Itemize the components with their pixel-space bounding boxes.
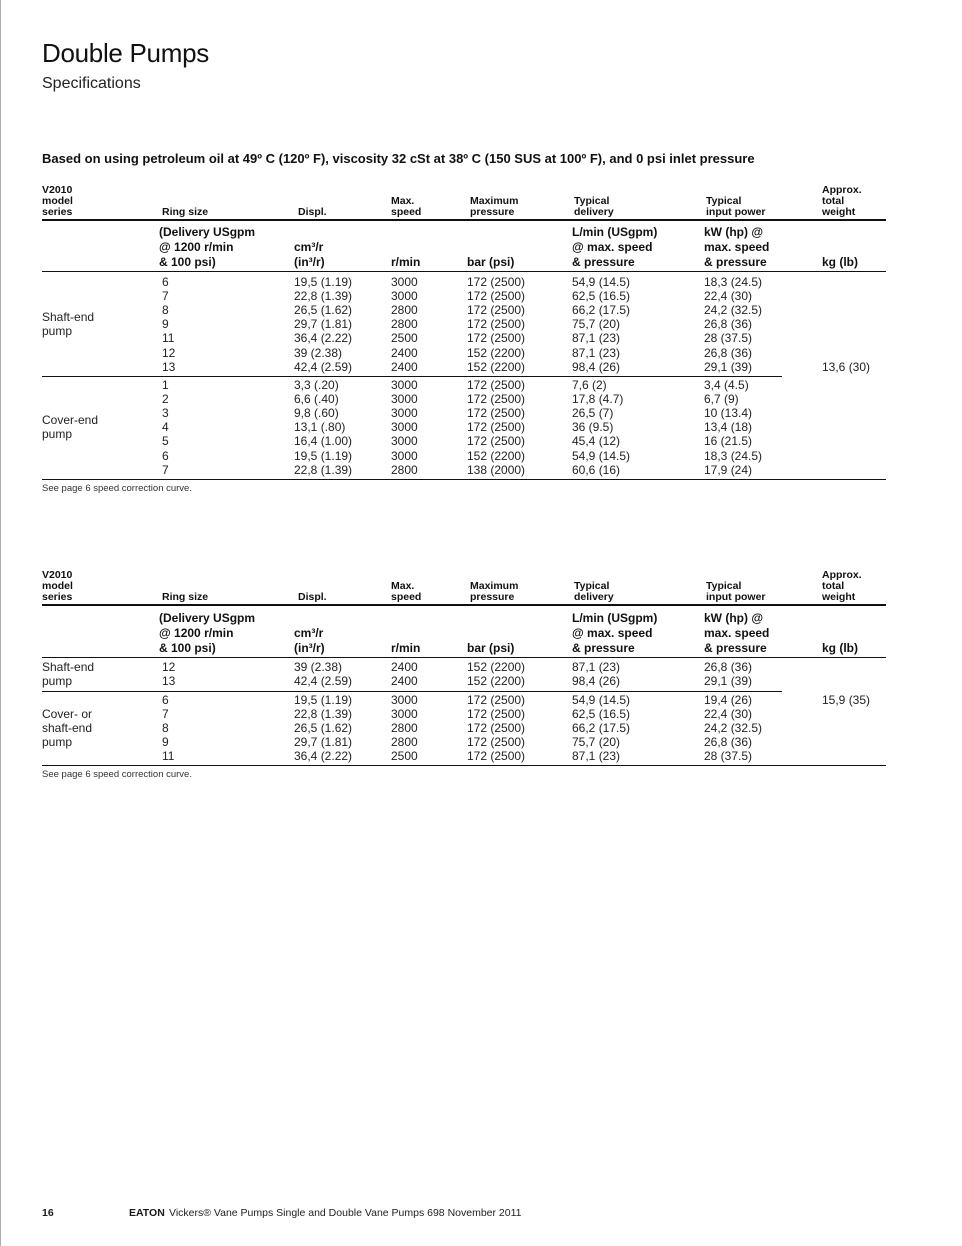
table-cell-ring: 6 xyxy=(162,275,169,289)
unit-rule xyxy=(42,271,886,272)
table-cell-pressure: 172 (2500) xyxy=(467,289,526,304)
column-header-displ: Displ. xyxy=(298,591,327,603)
table-cell-pressure: 152 (2200) xyxy=(467,674,526,689)
table-cell-ring: 7 xyxy=(162,289,169,304)
unit-header-speed: r/min xyxy=(391,255,421,269)
column-header-power: Typical xyxy=(706,195,742,208)
table-cell-weight: 15,9 (35) xyxy=(822,693,871,707)
table-cell-delivery: 62,5 (16.5) xyxy=(572,289,631,304)
table-cell-delivery: 54,9 (14.5) xyxy=(572,693,631,707)
column-header-model: V2010 xyxy=(42,184,73,197)
table-cell-speed: 2800 xyxy=(391,721,418,736)
pump-group-label: Cover- or xyxy=(42,707,93,722)
table-cell-displ: 22,8 (1.39) xyxy=(294,707,353,722)
table-cell-pressure: 172 (2500) xyxy=(467,434,526,449)
table-cell-delivery: 87,1 (23) xyxy=(572,331,621,346)
column-header-speed: speed xyxy=(391,206,422,218)
unit-header-delivery: @ max. speed xyxy=(572,240,653,254)
unit-header-delivery: L/min (USgpm) xyxy=(572,225,658,239)
table-cell-delivery: 45,4 (12) xyxy=(572,434,621,449)
table-cell-ring: 13 xyxy=(162,359,176,374)
table-cell-displ: 26,5 (1.62) xyxy=(294,303,353,318)
column-header-pressure: Maximum xyxy=(470,195,519,208)
speed-correction-note: See page 6 speed correction curve. xyxy=(42,769,192,780)
unit-header-delivery: & pressure xyxy=(572,255,635,269)
table-cell-ring: 6 xyxy=(162,693,169,707)
column-header-model: model xyxy=(42,195,73,208)
table-cell-delivery: 75,7 (20) xyxy=(572,735,621,750)
table-cell-power: 28 (37.5) xyxy=(704,331,753,346)
table-cell-delivery: 98,4 (26) xyxy=(572,359,621,374)
table-cell-delivery: 60,6 (16) xyxy=(572,462,621,477)
table-cell-displ: 22,8 (1.39) xyxy=(294,462,353,477)
unit-header-power: kW (hp) @ xyxy=(704,611,764,625)
table-cell-ring: 12 xyxy=(162,660,176,674)
table-cell-power: 26,8 (36) xyxy=(704,735,753,750)
page-edge xyxy=(0,0,1,1246)
table-cell-speed: 2400 xyxy=(391,674,418,689)
column-header-delivery: delivery xyxy=(574,591,614,603)
table-cell-pressure: 172 (2500) xyxy=(467,420,526,435)
column-header-delivery: Typical xyxy=(574,580,610,593)
table-cell-pressure: 172 (2500) xyxy=(467,392,526,407)
unit-header-ring: (Delivery USgpm xyxy=(159,611,256,625)
table-cell-power: 26,8 (36) xyxy=(704,345,753,360)
table-cell-speed: 2800 xyxy=(391,303,418,318)
table-cell-delivery: 75,7 (20) xyxy=(572,317,621,332)
pump-group-label: Shaft-end xyxy=(42,660,95,674)
table-cell-power: 24,2 (32.5) xyxy=(704,303,763,318)
column-header-power: input power xyxy=(706,591,766,603)
unit-header-delivery: L/min (USgpm) xyxy=(572,611,658,625)
column-header-speed: Max. xyxy=(391,195,415,208)
table-cell-power: 16 (21.5) xyxy=(704,434,753,449)
table-cell-delivery: 54,9 (14.5) xyxy=(572,448,631,463)
column-header-displ: Displ. xyxy=(298,206,327,218)
pump-group-label: pump xyxy=(42,674,73,689)
column-header-pressure: Maximum xyxy=(470,580,519,593)
table-cell-power: 26,8 (36) xyxy=(704,660,753,674)
table-cell-pressure: 172 (2500) xyxy=(467,317,526,332)
column-header-delivery: delivery xyxy=(574,206,614,218)
table-cell-power: 19,4 (26) xyxy=(704,693,753,707)
unit-header-pressure: bar (psi) xyxy=(467,641,515,655)
table-cell-power: 26,8 (36) xyxy=(704,317,753,332)
table-cell-pressure: 172 (2500) xyxy=(467,749,526,764)
column-header-model: model xyxy=(42,580,73,593)
table-cell-delivery: 54,9 (14.5) xyxy=(572,275,631,289)
pump-group-label: pump xyxy=(42,427,73,442)
table-cell-ring: 7 xyxy=(162,462,169,477)
table-cell-speed: 3000 xyxy=(391,275,418,289)
table-cell-power: 28 (37.5) xyxy=(704,749,753,764)
column-header-speed: speed xyxy=(391,591,422,603)
unit-header-power: max. speed xyxy=(704,240,770,254)
header-rule xyxy=(42,604,886,606)
header-rule xyxy=(42,219,886,221)
unit-rule xyxy=(42,657,886,658)
unit-header-displ: (in³/r) xyxy=(294,641,325,655)
table-cell-pressure: 172 (2500) xyxy=(467,275,526,289)
table-cell-speed: 3000 xyxy=(391,420,418,435)
table-cell-delivery: 7,6 (2) xyxy=(572,378,607,392)
table-cell-power: 22,4 (30) xyxy=(704,707,753,722)
unit-header-delivery: & pressure xyxy=(572,641,635,655)
table-cell-power: 3,4 (4.5) xyxy=(704,378,749,392)
pump-group-label: pump xyxy=(42,735,73,750)
table-cell-weight: 13,6 (30) xyxy=(822,359,871,374)
table-cell-ring: 12 xyxy=(162,345,176,360)
unit-header-displ: (in³/r) xyxy=(294,255,325,269)
unit-header-power: & pressure xyxy=(704,641,767,655)
table-cell-speed: 2400 xyxy=(391,345,418,360)
column-header-power: input power xyxy=(706,206,766,218)
table-end-rule xyxy=(42,479,886,480)
footer-document-info: Vickers® Vane Pumps Single and Double Vane Pumps 698 November 2011 xyxy=(169,1207,522,1219)
table-cell-power: 22,4 (30) xyxy=(704,289,753,304)
unit-header-displ: cm³/r xyxy=(294,240,324,254)
table-cell-speed: 3000 xyxy=(391,707,418,722)
table-cell-ring: 11 xyxy=(162,749,175,764)
table-cell-displ: 22,8 (1.39) xyxy=(294,289,353,304)
pump-group-label: Cover-end xyxy=(42,413,99,428)
table-cell-ring: 5 xyxy=(162,434,169,449)
table-cell-delivery: 36 (9.5) xyxy=(572,420,614,435)
table-cell-power: 13,4 (18) xyxy=(704,420,753,435)
table-cell-power: 18,3 (24.5) xyxy=(704,448,763,463)
group-separator-rule xyxy=(42,691,782,692)
table-cell-delivery: 66,2 (17.5) xyxy=(572,721,631,736)
table-cell-pressure: 152 (2200) xyxy=(467,345,526,360)
column-header-pressure: pressure xyxy=(470,591,515,603)
table-cell-ring: 11 xyxy=(162,331,175,346)
table-cell-displ: 26,5 (1.62) xyxy=(294,721,353,736)
table-cell-speed: 3000 xyxy=(391,378,418,392)
table-cell-ring: 1 xyxy=(162,378,169,392)
column-header-weight: weight xyxy=(822,206,856,218)
table-cell-pressure: 152 (2200) xyxy=(467,448,526,463)
table-cell-displ: 39 (2.38) xyxy=(294,345,343,360)
footer-brand: EATON xyxy=(129,1207,165,1219)
table-cell-displ: 39 (2.38) xyxy=(294,660,343,674)
unit-header-ring: @ 1200 r/min xyxy=(159,240,234,254)
group-separator-rule xyxy=(42,376,782,377)
table-cell-delivery: 87,1 (23) xyxy=(572,660,621,674)
table-cell-delivery: 17,8 (4.7) xyxy=(572,392,624,407)
column-header-power: Typical xyxy=(706,580,742,593)
table-cell-speed: 2500 xyxy=(391,749,418,764)
table-cell-delivery: 87,1 (23) xyxy=(572,749,621,764)
unit-header-power: max. speed xyxy=(704,626,770,640)
column-header-speed: Max. xyxy=(391,580,415,593)
table-cell-speed: 3000 xyxy=(391,289,418,304)
table-cell-power: 6,7 (9) xyxy=(704,392,739,407)
table-cell-displ: 3,3 (.20) xyxy=(294,378,339,392)
table-cell-displ: 13,1 (.80) xyxy=(294,420,346,435)
column-header-delivery: Typical xyxy=(574,195,610,208)
table-cell-delivery: 98,4 (26) xyxy=(572,674,621,689)
table-cell-displ: 36,4 (2.22) xyxy=(294,331,353,346)
unit-header-weight: kg (lb) xyxy=(822,641,858,655)
table-cell-pressure: 138 (2000) xyxy=(467,462,526,477)
table-cell-pressure: 172 (2500) xyxy=(467,406,526,421)
table-cell-ring: 2 xyxy=(162,392,169,407)
unit-header-speed: r/min xyxy=(391,641,421,655)
table-cell-speed: 3000 xyxy=(391,448,418,463)
table-cell-pressure: 172 (2500) xyxy=(467,693,526,707)
table-cell-delivery: 26,5 (7) xyxy=(572,406,614,421)
table-cell-speed: 3000 xyxy=(391,434,418,449)
column-header-weight: weight xyxy=(822,591,856,603)
column-header-model: series xyxy=(42,206,73,218)
column-header-ring: Ring size xyxy=(162,206,209,218)
table-cell-displ: 19,5 (1.19) xyxy=(294,275,353,289)
table-cell-displ: 9,8 (.60) xyxy=(294,406,339,421)
column-header-weight: Approx. xyxy=(822,184,862,197)
table-cell-ring: 13 xyxy=(162,674,176,689)
column-header-pressure: pressure xyxy=(470,206,515,218)
table-cell-power: 24,2 (32.5) xyxy=(704,721,763,736)
unit-header-ring: @ 1200 r/min xyxy=(159,626,234,640)
table-cell-delivery: 87,1 (23) xyxy=(572,345,621,360)
table-cell-ring: 9 xyxy=(162,317,169,332)
table-cell-pressure: 152 (2200) xyxy=(467,359,526,374)
table-cell-ring: 3 xyxy=(162,406,169,421)
column-header-weight: total xyxy=(822,580,845,593)
table-cell-power: 10 (13.4) xyxy=(704,406,753,421)
column-header-ring: Ring size xyxy=(162,591,209,603)
table-cell-speed: 2800 xyxy=(391,317,418,332)
speed-correction-note: See page 6 speed correction curve. xyxy=(42,483,192,494)
table-end-rule xyxy=(42,765,886,766)
table-cell-power: 18,3 (24.5) xyxy=(704,275,763,289)
table-cell-ring: 8 xyxy=(162,303,169,318)
table-cell-displ: 19,5 (1.19) xyxy=(294,693,353,707)
table-cell-ring: 7 xyxy=(162,707,169,722)
table-cell-pressure: 172 (2500) xyxy=(467,331,526,346)
unit-header-pressure: bar (psi) xyxy=(467,255,515,269)
unit-header-ring: & 100 psi) xyxy=(159,641,216,655)
table-cell-speed: 2500 xyxy=(391,331,418,346)
table-cell-pressure: 172 (2500) xyxy=(467,303,526,318)
unit-header-power: kW (hp) @ xyxy=(704,225,764,239)
unit-header-ring: (Delivery USgpm xyxy=(159,225,256,239)
pump-group-label: Shaft-end xyxy=(42,310,95,325)
table-cell-speed: 3000 xyxy=(391,406,418,421)
unit-header-displ: cm³/r xyxy=(294,626,324,640)
column-header-model: series xyxy=(42,591,73,603)
table-cell-displ: 42,4 (2.59) xyxy=(294,359,353,374)
table-cell-speed: 3000 xyxy=(391,693,418,707)
page-title: Double Pumps xyxy=(42,38,209,68)
column-header-weight: Approx. xyxy=(822,569,862,582)
table-cell-speed: 2400 xyxy=(391,660,418,674)
footer-page-number: 16 xyxy=(42,1207,54,1219)
table-cell-speed: 2800 xyxy=(391,462,418,477)
table-cell-displ: 19,5 (1.19) xyxy=(294,448,353,463)
table-cell-delivery: 66,2 (17.5) xyxy=(572,303,631,318)
unit-header-ring: & 100 psi) xyxy=(159,255,216,269)
unit-header-weight: kg (lb) xyxy=(822,255,858,269)
table-cell-speed: 2400 xyxy=(391,359,418,374)
table-cell-speed: 2800 xyxy=(391,735,418,750)
table-cell-displ: 6,6 (.40) xyxy=(294,392,339,407)
table-cell-power: 17,9 (24) xyxy=(704,462,753,477)
table-cell-speed: 3000 xyxy=(391,392,418,407)
unit-header-power: & pressure xyxy=(704,255,767,269)
table-cell-pressure: 172 (2500) xyxy=(467,735,526,750)
test-conditions-note: Based on using petroleum oil at 49º C (120º F), viscosity 32 cSt at 38º C (150 SUS at 100º F), and 0 psi inlet pressure xyxy=(42,151,755,166)
table-cell-ring: 4 xyxy=(162,420,169,435)
table-cell-displ: 42,4 (2.59) xyxy=(294,674,353,689)
table-cell-ring: 6 xyxy=(162,448,169,463)
table-cell-delivery: 62,5 (16.5) xyxy=(572,707,631,722)
table-cell-pressure: 172 (2500) xyxy=(467,378,526,392)
column-header-weight: total xyxy=(822,195,845,208)
table-cell-pressure: 152 (2200) xyxy=(467,660,526,674)
table-cell-ring: 9 xyxy=(162,735,169,750)
pump-group-label: shaft-end xyxy=(42,721,93,736)
table-cell-ring: 8 xyxy=(162,721,169,736)
table-cell-pressure: 172 (2500) xyxy=(467,707,526,722)
column-header-model: V2010 xyxy=(42,569,73,582)
table-cell-power: 29,1 (39) xyxy=(704,359,753,374)
table-cell-displ: 29,7 (1.81) xyxy=(294,317,353,332)
table-cell-power: 29,1 (39) xyxy=(704,674,753,689)
table-cell-displ: 29,7 (1.81) xyxy=(294,735,353,750)
table-cell-pressure: 172 (2500) xyxy=(467,721,526,736)
table-cell-displ: 36,4 (2.22) xyxy=(294,749,353,764)
page-subtitle: Specifications xyxy=(42,75,141,92)
unit-header-delivery: @ max. speed xyxy=(572,626,653,640)
table-cell-displ: 16,4 (1.00) xyxy=(294,434,353,449)
pump-group-label: pump xyxy=(42,324,73,339)
